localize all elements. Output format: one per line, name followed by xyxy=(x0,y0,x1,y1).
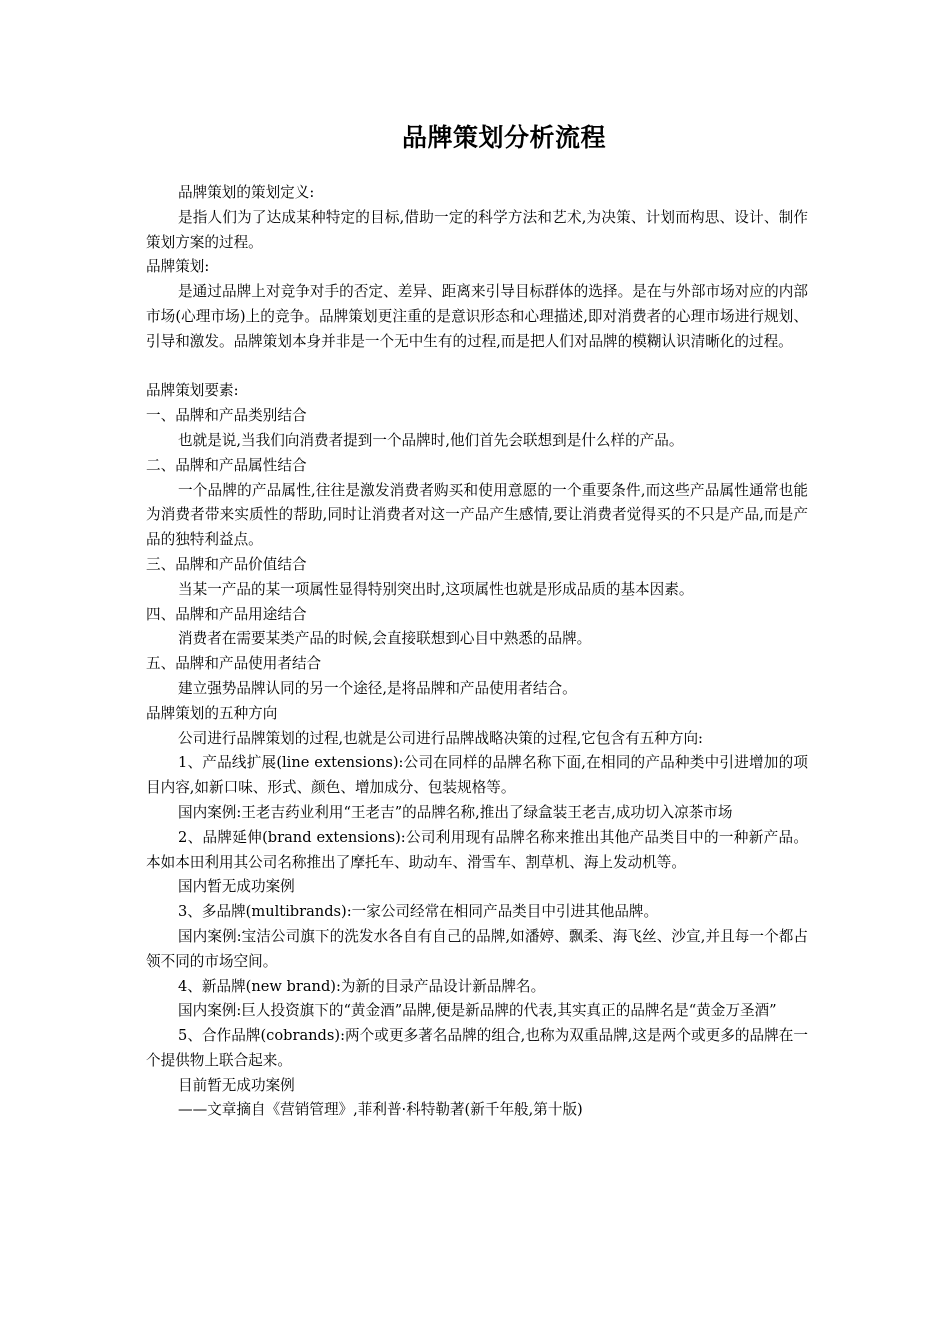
paragraph: 五、品牌和产品使用者结合 xyxy=(146,655,322,673)
document-title: 品牌策划分析流程 xyxy=(401,123,606,152)
paragraph: 公司进行品牌策划的过程,也就是公司进行品牌战略决策的过程,它包含有五种方向: xyxy=(178,729,703,747)
paragraph: 是通过品牌上对竞争对手的否定、差异、距离来引导目标群体的选择。是在与外部市场对应的内部市场(心理市场)上的竞争。品牌策划更注重的是意识形态和心理描述,即对消费者的心理市场进行规划、引导和激发。品牌策划本身并非是一个无中生有的过程,而是把人们对品牌的模糊认识清晰化的过程。 xyxy=(146,283,808,350)
paragraph: 品牌策划: xyxy=(146,258,210,276)
paragraph: 国内案例:巨人投资旗下的“黄金酒”品牌,便是新品牌的代表,其实真正的品牌名是“黄金万圣酒” xyxy=(178,1002,777,1020)
paragraph: 1、产品线扩展(line extensions):公司在同样的品牌名称下面,在相同的产品种类中引进增加的项目内容,如新口味、形式、颜色、增加成分、包装规格等。 xyxy=(146,754,808,797)
paragraph: 一、品牌和产品类别结合 xyxy=(146,407,307,425)
document-body xyxy=(146,181,808,1123)
paragraph: 当某一产品的某一项属性显得特别突出时,这项属性也就是形成品质的基本因素。 xyxy=(178,580,694,598)
paragraph: 一个品牌的产品属性,往往是激发消费者购买和使用意愿的一个重要条件,而这些产品属性通常也能为消费者带来实质性的帮助,同时让消费者对这一产品产生感情,要让消费者觉得买的不只是产品,而是产品的独特利益点。 xyxy=(146,481,808,549)
paragraph: 消费者在需要某类产品的时候,会直接联想到心目中熟悉的品牌。 xyxy=(178,630,592,648)
paragraph: 是指人们为了达成某种特定的目标,借助一定的科学方法和艺术,为决策、计划而构思、设计、制作策划方案的过程。 xyxy=(146,208,808,251)
paragraph: 5、合作品牌(cobrands):两个或更多著名品牌的组合,也称为双重品牌,这是两个或更多的品牌在一个提供物上联合起来。 xyxy=(146,1027,808,1069)
paragraph: 国内暂无成功案例 xyxy=(178,878,295,896)
paragraph: 四、品牌和产品用途结合 xyxy=(146,605,307,623)
paragraph: 4、新品牌(new brand):为新的目录产品设计新品牌名。 xyxy=(178,977,546,995)
paragraph: 品牌策划的五种方向 xyxy=(146,704,278,722)
paragraph: 建立强势品牌认同的另一个途径,是将品牌和产品使用者结合。 xyxy=(178,679,577,697)
paragraph: 二、品牌和产品属性结合 xyxy=(146,456,307,474)
paragraph: 国内案例:宝洁公司旗下的洗发水各自有自己的品牌,如潘婷、飘柔、海飞丝、沙宣,并且每一个都占领不同的市场空间。 xyxy=(146,927,808,970)
paragraph: 品牌策划要素: xyxy=(146,382,239,400)
paragraph: 3、多品牌(multibrands):一家公司经常在相同产品类目中引进其他品牌。 xyxy=(178,903,659,921)
paragraph: 2、品牌延伸(brand extensions):公司利用现有品牌名称来推出其他产品类目中的一种新产品。本如本田利用其公司名称推出了摩托车、助动车、滑雪车、割草机、海上发动机等。 xyxy=(146,828,808,871)
paragraph: 国内案例:王老吉药业利用“王老吉”的品牌名称,推出了绿盒装王老吉,成功切入凉茶市场 xyxy=(178,803,733,821)
blank-line xyxy=(146,355,808,380)
paragraph: 目前暂无成功案例 xyxy=(178,1076,295,1094)
paragraph: 也就是说,当我们向消费者提到一个品牌时,他们首先会联想到是什么样的产品。 xyxy=(178,431,684,449)
paragraph: ——文章摘自《营销管理》,菲利普·科特勒著(新千年般,第十版) xyxy=(178,1101,583,1119)
paragraph: 品牌策划的策划定义: xyxy=(178,184,315,201)
paragraph: 三、品牌和产品价值结合 xyxy=(146,555,307,573)
